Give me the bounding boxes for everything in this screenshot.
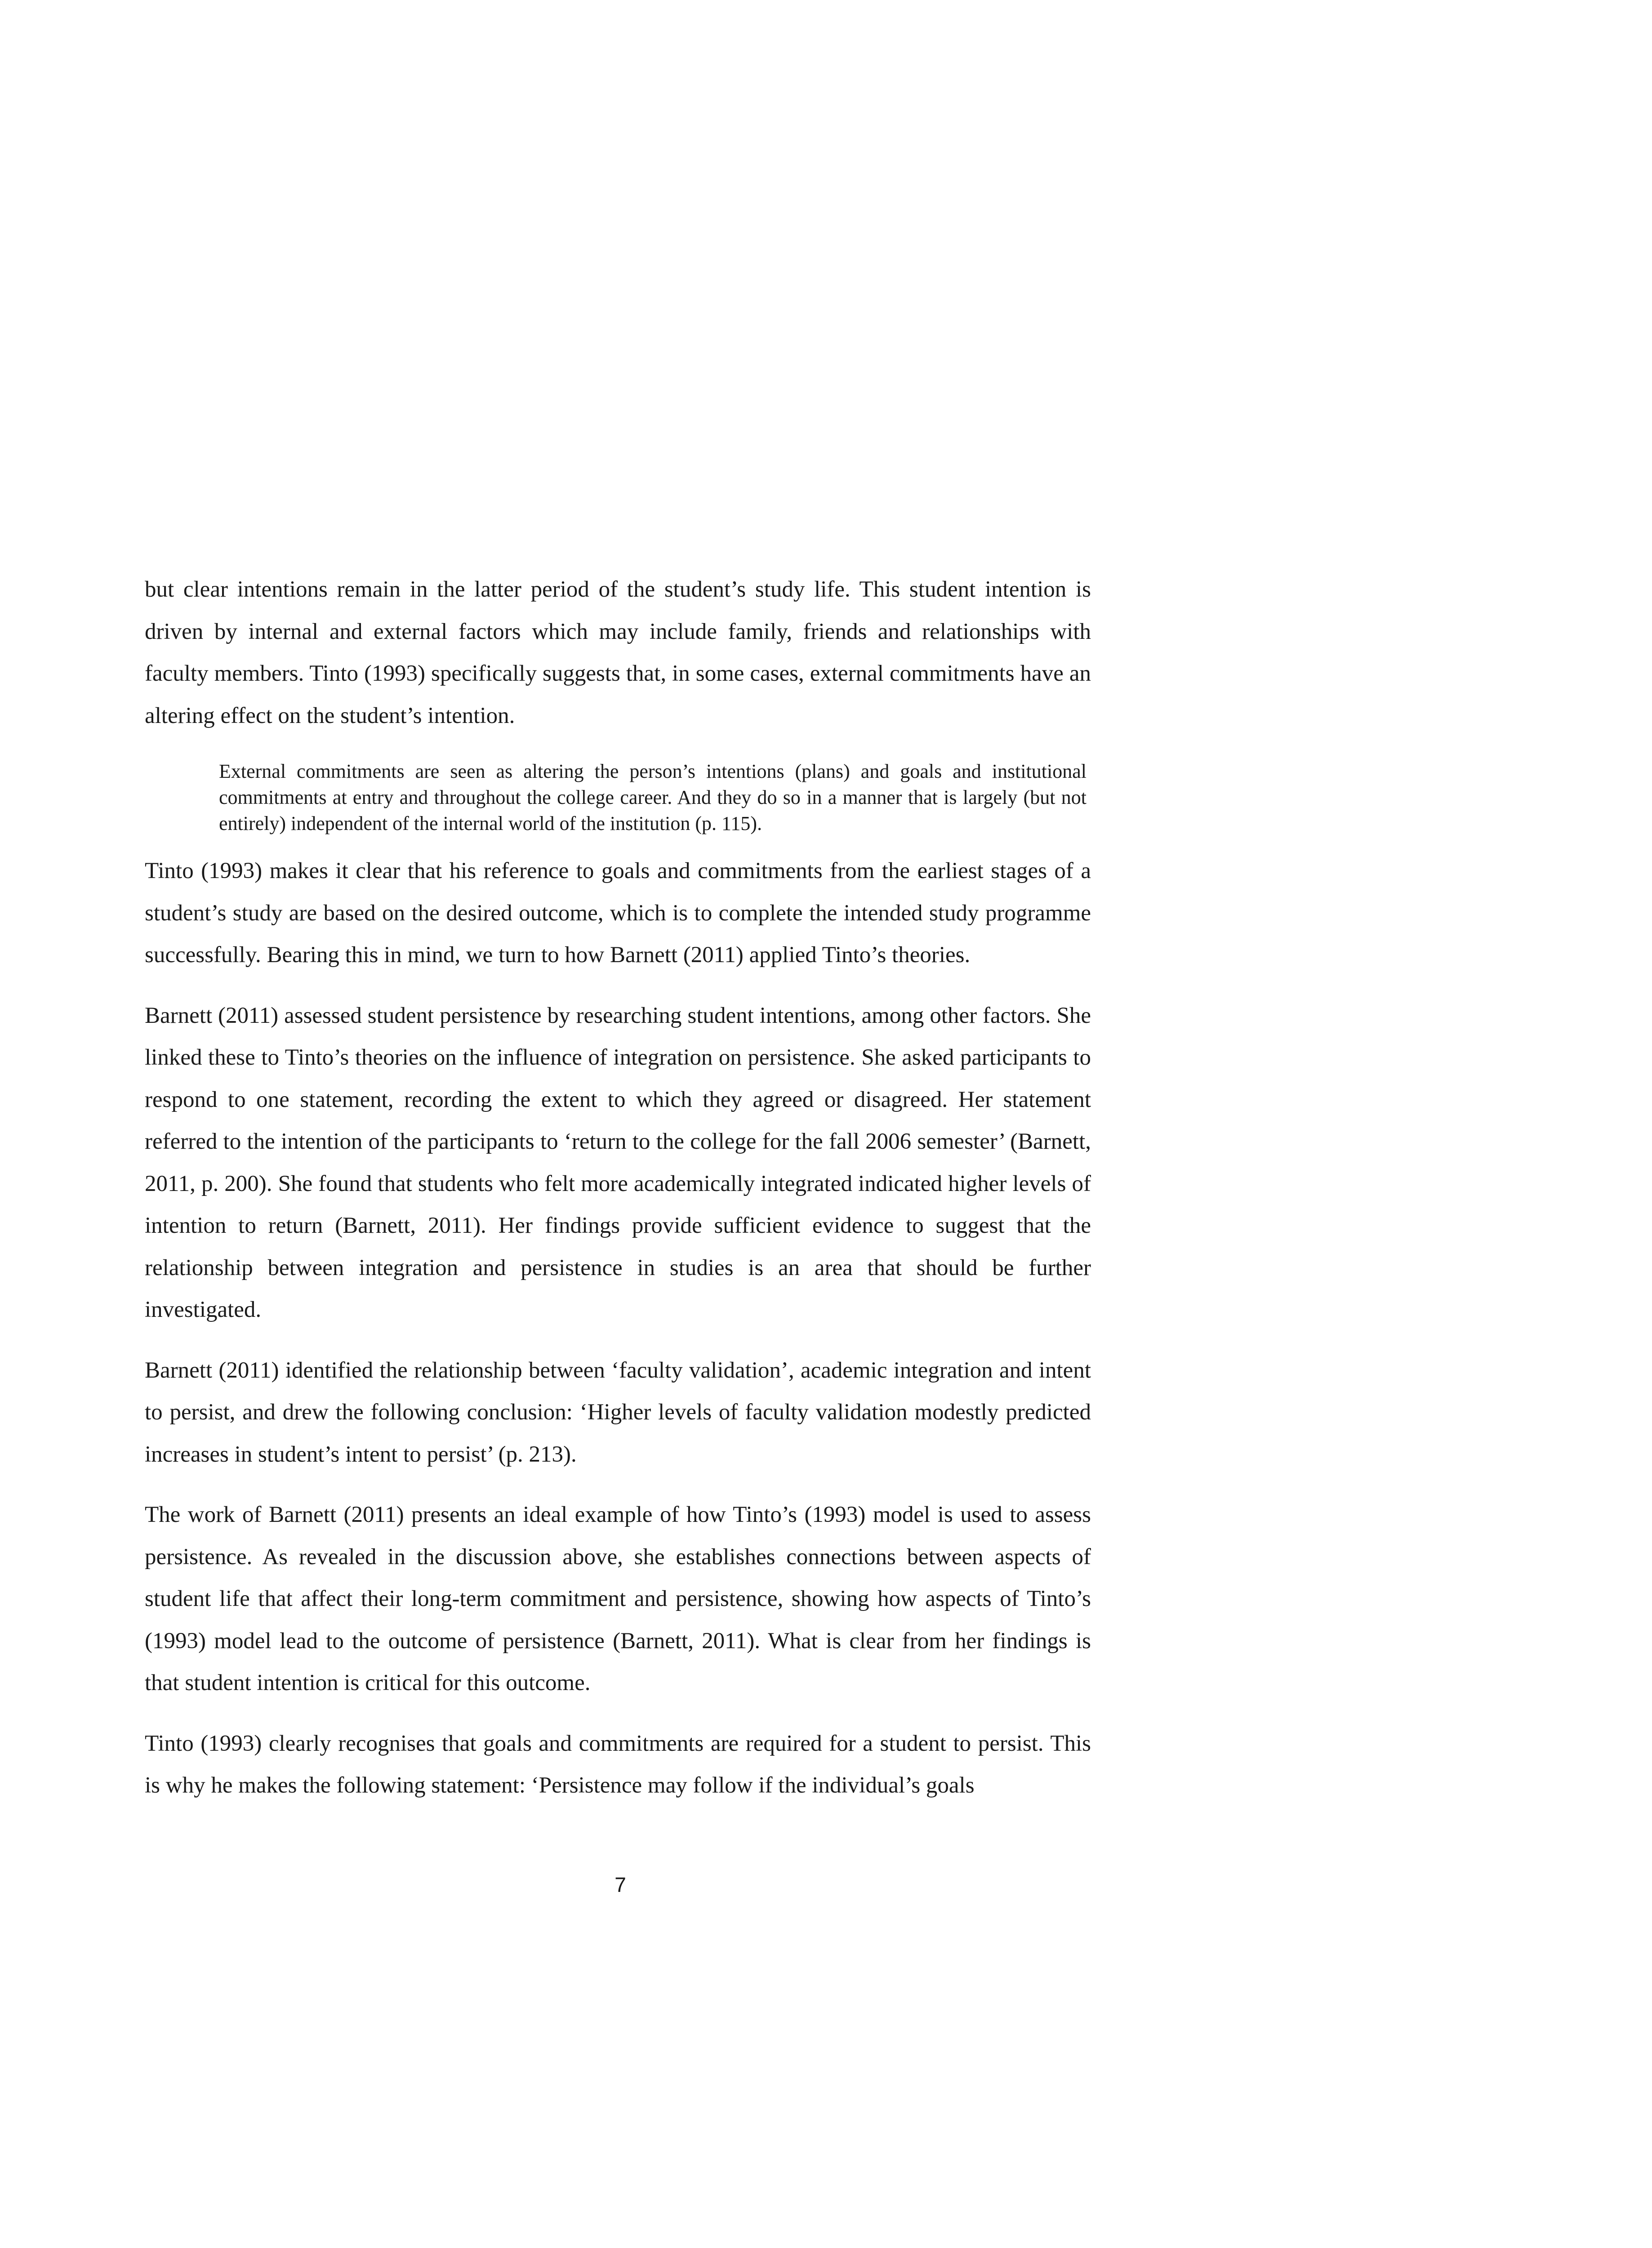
paragraph-barnett-model: The work of Barnett (2011) presents an ideal example of how Tinto’s (1993) model is used to assess persistence. As revealed in the discussion above, she establishes connections between aspects of student life that affect their long-term commitment and persistence, showing how aspects of Tinto’s (1993) model lead to the outcome of persistence (Barnett, 2011). What is clear from her findings is that student intention is critical for this outcome. (145, 1502, 1091, 1695)
paragraph-barnett-persistence: Barnett (2011) assessed student persistence by researching student intentions, among other factors. She linked these to Tinto’s theories on the influence of integration on persistence. She asked participants to respond to one statement, recording the extent to which they agreed or disagreed. Her statement referred to the intention of the participants to ‘return to the college for the fall 2006 semester’ (Barnett, 2011, p. 200). She found that students who felt more academically integrated indicated higher levels of intention to return (Barnett, 2011). Her findings provide sufficient evidence to suggest that the relationship between integration and persistence in studies is an area that should be further investigated. (145, 1003, 1091, 1322)
paragraph-faculty-validation: Barnett (2011) identified the relationship between ‘faculty validation’, academic integration and intent to persist, and drew the following conclusion: ‘Higher levels of faculty validation modestly predicted increases in student’s intent to persist’ (p. 213). (145, 1357, 1091, 1467)
page-number: 7 (614, 1873, 626, 1896)
paragraph-goals-commitments: Tinto (1993) makes it clear that his reference to goals and commitments from the earliest stages of a student’s study are based on the desired outcome, which is to complete the intended study programme successfully. Bearing this in mind, we turn to how Barnett (2011) applied Tinto’s theories. (145, 858, 1091, 968)
block-quote-tinto: External commitments are seen as altering the person’s intentions (plans) and goals and institutional commitments at entry and throughout the college career. And they do so in a manner that is largely (but not entirely) independent of the internal world of the institution (p. 115). (219, 760, 1086, 834)
paragraph-tinto-goals: Tinto (1993) clearly recognises that goals and commitments are required for a student to persist. This is why he makes the following statement: ‘Persistence may follow if the individual’s goals (145, 1731, 1091, 1798)
paragraph-intentions: but clear intentions remain in the latter period of the student’s study life. This student intention is driven by internal and external factors which may include family, friends and relationships with faculty members. Tinto (1993) specifically suggests that, in some cases, external commitments have an altering effect on the student’s intention. (145, 577, 1091, 728)
document-body (145, 569, 1091, 1807)
